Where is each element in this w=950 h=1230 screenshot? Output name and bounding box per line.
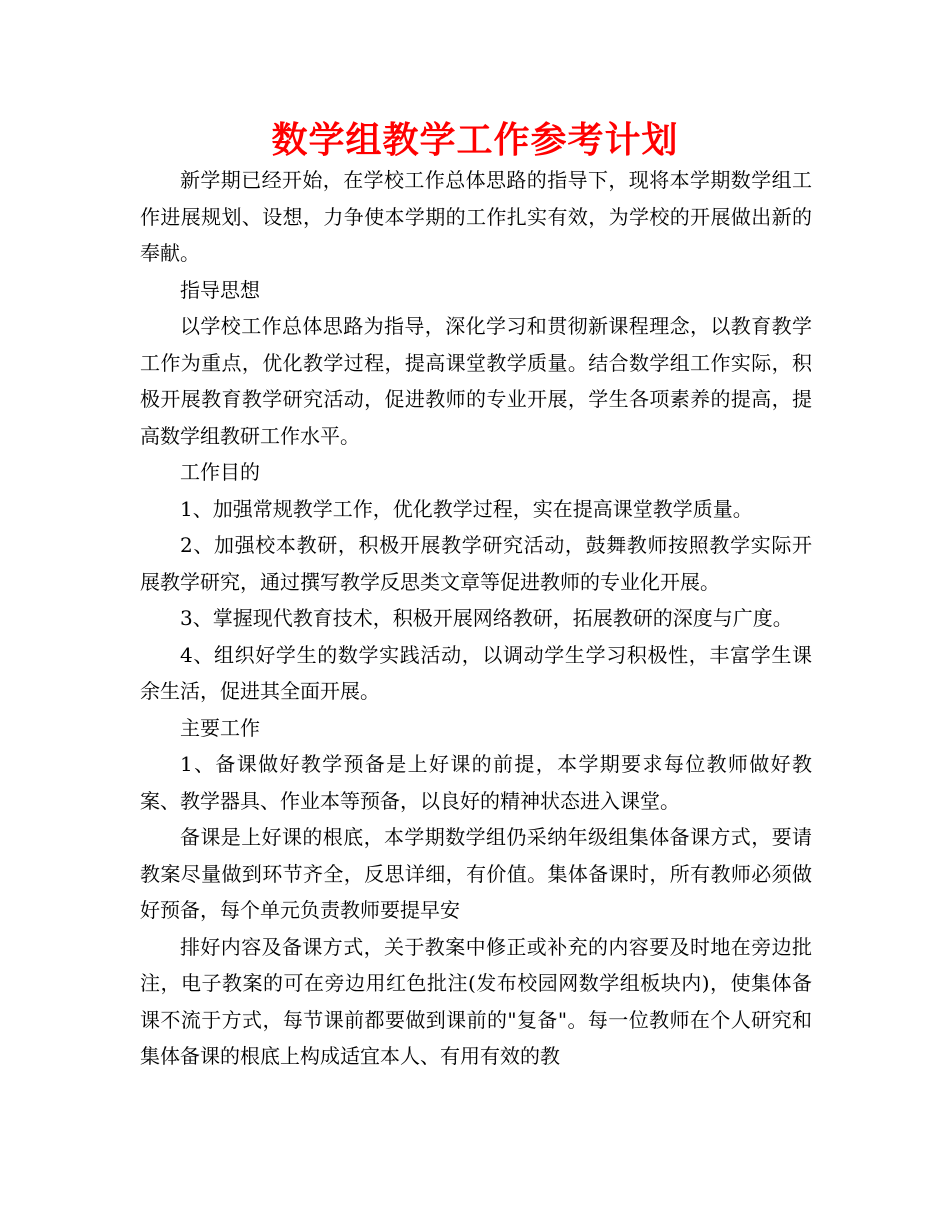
paragraph-lesson-prep-continued: 排好内容及备课方式，关于教案中修正或补充的内容要及时地在旁边批注，电子教案的可在旁边用红色批注(发布校园网数学组板块内)，使集体备课不流于方式，每节课前都要做到课前的"复备"。每一位教师在个人研究和集体备课的根底上构成适宜本人、有用有效的教 — [140, 934, 812, 1068]
paragraph-goal-1: 1、加强常规教学工作，优化教学过程，实在提高课堂教学质量。 — [180, 496, 753, 521]
section-heading-main-work: 主要工作 — [180, 715, 260, 740]
page-title: 数学组教学工作参考计划 — [271, 120, 679, 161]
paragraph-goal-4: 4、组织好学生的数学实践活动，以调动学生学习积极性，丰富学生课余生活，促进其全面开展。 — [140, 642, 812, 703]
paragraph-lesson-prep: 备课是上好课的根底，本学期数学组仍采纳年级组集体备课方式，要请教案尽量做到环节齐全，反思详细，有价值。集体备课时，所有教师必须做好预备，每个单元负责教师要提早安 — [140, 825, 812, 922]
section-heading-guiding-ideology: 指导思想 — [180, 277, 260, 302]
document-body — [140, 162, 812, 1075]
paragraph-work-1: 1、备课做好教学预备是上好课的前提，本学期要求每位教师做好教案、教学器具、作业本等预备，以良好的精神状态进入课堂。 — [140, 752, 812, 813]
paragraph-goal-2: 2、加强校本教研，积极开展教学研究活动，鼓舞教师按照教学实际开展教学研究，通过撰写教学反思类文章等促进教师的专业化开展。 — [140, 533, 812, 594]
section-heading-work-goals: 工作目的 — [180, 460, 260, 484]
paragraph-guiding-ideology: 以学校工作总体思路为指导，深化学习和贯彻新课程理念，以教育教学工作为重点，优化教学过程，提高课堂教学质量。结合数学组工作实际，积极开展教育教学研究活动，促进教师的专业开展，学生各项素养的提高，提高数学组教研工作水平。 — [140, 314, 812, 448]
paragraph-intro: 新学期已经开始，在学校工作总体思路的指导下，现将本学期数学组工作进展规划、设想，力争使本学期的工作扎实有效，为学校的开展做出新的奉献。 — [140, 168, 812, 265]
paragraph-goal-3: 3、掌握现代教育技术，积极开展网络教研，拓展教研的深度与广度。 — [180, 606, 793, 630]
